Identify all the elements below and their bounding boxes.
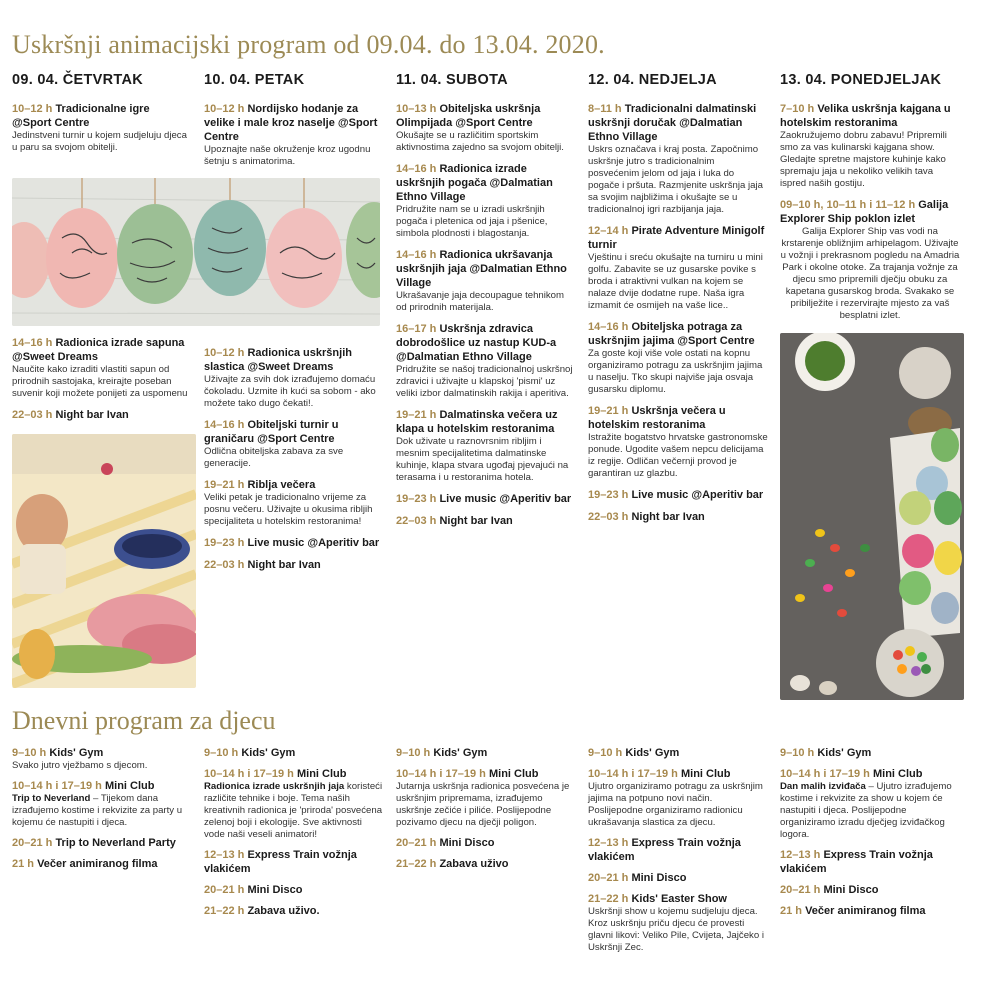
event-item (780, 102, 960, 190)
event-desc: Pridružite nam se u izradi uskršnjih pogača i pletenica od jaja i pšenice, simbola plodnosti i blagostanja. (396, 204, 548, 239)
kids-title: Kids' Gym (433, 747, 488, 759)
event-title: Velika uskršnja kajgana u hotelskim restoranima (780, 103, 951, 129)
kids-item (396, 767, 576, 829)
kids-title: Kids' Gym (625, 747, 680, 759)
kids-time: 9–10 h (780, 747, 815, 759)
event-time: 09–10 h, 10–11 h i 11–12 h (780, 199, 916, 211)
event-title: Radionica ukršavanja uskršnjih jaja @Dalmatian Ethno Village (396, 249, 567, 289)
kids-time: 9–10 h (396, 747, 431, 759)
event-time: 8–11 h (588, 103, 622, 115)
event-time: 14–16 h (396, 249, 437, 261)
kids-time: 12–13 h (588, 837, 629, 849)
page-title: Uskršnji animacijski program od 09.04. do 13.04. 2020. (12, 30, 605, 59)
event-title: Night bar Ivan (631, 511, 705, 523)
event-desc: Naučite kako izraditi vlastiti sapun od prirodnih sastojaka, kreirajte poseban suvenir koji možete ponijeti za uspomenu (12, 364, 188, 399)
kids-column-1 (12, 746, 192, 878)
event-title: Obiteljska uskršnja Olimpijada @Sport Centre (396, 103, 541, 129)
kids-title: Mini Disco (631, 872, 687, 884)
kids-time: 10–14 h i 17–19 h (204, 768, 294, 780)
event-title: Radionica uskršnjih slastica @Sweet Dreams (204, 347, 352, 373)
event-item (396, 408, 576, 484)
event-time: 19–23 h (396, 493, 437, 505)
event-title: Night bar Ivan (439, 515, 513, 527)
kids-column-4 (588, 746, 768, 961)
kids-lead: Dan malih izviđača (780, 781, 866, 792)
kids-item (588, 767, 768, 829)
kids-title: Mini Club (680, 768, 731, 780)
kids-item (588, 836, 768, 864)
kids-time: 10–14 h i 17–19 h (780, 768, 870, 780)
kids-title: Večer animiranog filma (805, 905, 926, 917)
event-time: 14–16 h (204, 419, 245, 431)
day-heading: 09. 04. ČETVRTAK (12, 72, 144, 88)
event-title: Tradicionalne igre @Sport Centre (12, 103, 150, 129)
event-desc: Okušajte se u različitim sportskim aktivnostima zajedno sa svojom obitelji. (396, 130, 564, 153)
event-title: Tradicionalni dalmatinski uskršnji doručak @Dalmatian Ethno Village (588, 103, 757, 143)
event-title: Uskršnja večera u hotelskim restoranima (588, 405, 726, 431)
day-column-thursday-cont (12, 336, 192, 430)
event-title: Obiteljski turnir u graničaru @Sport Centre (204, 419, 339, 445)
event-time: 10–12 h (204, 103, 245, 115)
event-item (204, 478, 384, 528)
kids-desc: koristeći različite tehnike i boje. Tema naših kreativnih radionica je 'priroda' posvećena zelenoj boji i ekologije. Sve aktivnosti vode naši veseli animatori! (204, 781, 383, 840)
event-time: 22–03 h (12, 409, 53, 421)
event-time: 16–17 h (396, 323, 437, 335)
kids-time: 21–22 h (588, 893, 629, 905)
event-item (204, 536, 384, 550)
kids-title: Mini Club (488, 768, 539, 780)
kids-time: 21 h (12, 858, 35, 870)
event-time: 7–10 h (780, 103, 815, 115)
kids-title: Mini Club (872, 768, 923, 780)
event-title: Radionica izrade uskršnjih pogača @Dalmatian Ethno Village (396, 163, 553, 203)
event-time: 10–12 h (204, 347, 245, 359)
event-time: 19–21 h (588, 405, 629, 417)
kids-title: Mini Disco (823, 884, 879, 896)
kids-title: Trip to Neverland Party (55, 837, 176, 849)
kids-title: Zabava uživo. (247, 905, 320, 917)
event-time: 19–23 h (204, 537, 245, 549)
event-time: 19–21 h (396, 409, 437, 421)
kids-title: Mini Club (104, 780, 155, 792)
kids-time: 20–21 h (588, 872, 629, 884)
event-desc: Dok uživate u raznovrsnim ribljim i mesnim specijalitetima dalmatinske kuhinje, klapa stvara ugođaj pjevajući na terasama i u restoranima hotela. (396, 436, 569, 483)
kids-time: 20–21 h (780, 884, 821, 896)
kids-item (780, 746, 960, 760)
kids-desc: Ujutro organiziramo potragu za uskršnjim jajima na potpuno novi način. Poslijepodne organiziramo radionicu ukrašavanja slastica za djecu. (588, 781, 763, 828)
day-heading: 13. 04. PONEDJELJAK (780, 72, 942, 88)
event-item (396, 248, 576, 314)
kids-time: 21–22 h (396, 858, 437, 870)
event-title: Dalmatinska večera uz klapa u hotelskim restoranima (396, 409, 558, 435)
event-item (396, 492, 576, 506)
event-desc: Upoznajte naše okruženje kroz ugodnu šetnju s animatorima. (204, 144, 371, 167)
kids-item (12, 746, 192, 772)
day-heading: 11. 04. SUBOTA (396, 72, 508, 88)
event-item (204, 102, 384, 168)
kids-item (204, 746, 384, 760)
kids-item (12, 779, 192, 829)
event-item (780, 198, 960, 322)
kids-time: 21 h (780, 905, 803, 917)
event-title: Pirate Adventure Minigolf turnir (588, 225, 765, 251)
day-column-saturday (396, 72, 576, 536)
event-item (204, 558, 384, 572)
event-title: Uskršnja zdravica dobrodošlice uz nastup KUD-a @Dalmatian Ethno Village (396, 323, 557, 363)
event-desc: Za goste koji više vole ostati na kopnu organiziramo potragu za uskršnjim jajima u naselju. Tko skupi najviše jaja osvaja gusarsku diplomu. (588, 348, 763, 395)
day-column-friday (204, 72, 384, 176)
event-item (396, 102, 576, 154)
kids-title: Večer animiranog filma (37, 858, 158, 870)
event-desc: Veliki petak je tradicionalno vrijeme za posnu večeru. Uživajte u okusima ribljih specijaliteta u hotelskim restoranima! (204, 492, 373, 527)
event-item (588, 488, 768, 502)
kids-column-5 (780, 746, 960, 925)
event-desc: Zaokružujemo dobru zabavu! Pripremili smo za vas kulinarski kajgana show. Gledajte spretne majstore kuhinje kako spremaju jaja u nekoliko velikih tava ispred naših gostiju. (780, 130, 947, 189)
event-title: Live music @Aperitiv bar (631, 489, 764, 501)
kids-title: Kids' Gym (817, 747, 872, 759)
kids-column-3 (396, 746, 576, 878)
event-time: 14–16 h (396, 163, 437, 175)
easter-eggs-tray-photo (780, 333, 964, 700)
kids-lead: Trip to Neverland (12, 793, 91, 804)
event-title: Live music @Aperitiv bar (247, 537, 380, 549)
event-time: 14–16 h (588, 321, 629, 333)
event-item (588, 224, 768, 312)
event-title: Riblja večera (247, 479, 316, 491)
event-item (588, 102, 768, 216)
kids-desc: – Tijekom dana izrađujemo kostime i rekvizite za party u kojemu će nastupiti i djeca. (12, 793, 183, 828)
kids-item (396, 836, 576, 850)
day-column-sunday (588, 72, 768, 532)
event-title: Live music @Aperitiv bar (439, 493, 572, 505)
kids-title: Mini Disco (439, 837, 495, 849)
kids-time: 10–14 h i 17–19 h (12, 780, 102, 792)
event-item (588, 510, 768, 524)
event-title: Obiteljska potraga za uskršnjim jajima @Sport Centre (588, 321, 755, 347)
event-time: 12–14 h (588, 225, 629, 237)
event-item (12, 408, 192, 422)
event-title: Radionica izrade sapuna @Sweet Dreams (12, 337, 185, 363)
kids-time: 20–21 h (12, 837, 53, 849)
kids-title: Kids' Gym (241, 747, 296, 759)
event-desc: Pridružite se našoj tradicionalnoj uskršnoj zdravici i uživajte u klapskoj 'pismi' uz veliki izbor dalmatinskih rakija i aperitiva. (396, 364, 573, 399)
day-heading: 12. 04. NEDJELJA (588, 72, 717, 88)
kids-desc: Jutarnja uskršnja radionica posvećena je uskršnjim pripremama, izrađujemo uskršnje zečiće i piliće. Poslijepodne pozivamo djecu na dječji poligon. (396, 781, 570, 828)
kids-lead: Radionica izrade uskršnjih jaja (204, 781, 345, 792)
kids-item (12, 857, 192, 871)
kids-time: 9–10 h (204, 747, 239, 759)
kids-time: 12–13 h (780, 849, 821, 861)
kids-item (780, 848, 960, 876)
day-column-thursday (12, 72, 192, 162)
kids-item (204, 848, 384, 876)
event-time: 14–16 h (12, 337, 53, 349)
easter-table-photo (12, 434, 196, 688)
kids-time: 20–21 h (204, 884, 245, 896)
kids-column-2 (204, 746, 384, 925)
event-desc: Galija Explorer Ship vas vodi na krstarenje obližnjim arhipelagom. Uživajte u vožnji i prekrasnom pogledu na Amadria Park i okolne otoke. Za trajanja vožnje za djecu smo pripremili dječju obuku za kapetana gusarskog broda. Svakako se pribilježite i rezervirajte mjesto za vaš besplatni izlet. (780, 226, 960, 321)
event-desc: Istražite bogatstvo hrvatske gastronomske ponude. Ugodite vašem nepcu delicijama iz regije. Odličan večernji provod je garantiran uz glazbu. (588, 432, 768, 479)
kids-title: Express Train vožnja vlakićem (780, 849, 933, 875)
event-item (396, 322, 576, 400)
kids-item (780, 767, 960, 841)
kids-title: Express Train vožnja vlakićem (588, 837, 741, 863)
event-item (396, 514, 576, 528)
event-item (204, 418, 384, 470)
day-column-friday-cont (204, 346, 384, 580)
event-title: Galija Explorer Ship poklon izlet (780, 199, 949, 225)
event-title: Nordijsko hodanje za velike i male kroz naselje @Sport Centre (204, 103, 378, 143)
event-desc: Odlična obiteljska zabava za sve generacije. (204, 446, 344, 469)
event-title: Night bar Ivan (55, 409, 129, 421)
kids-item (204, 767, 384, 841)
event-time: 19–21 h (204, 479, 245, 491)
kids-time: 10–14 h i 17–19 h (588, 768, 678, 780)
event-item (12, 102, 192, 154)
easter-eggs-photo (12, 178, 380, 326)
event-item (588, 320, 768, 396)
kids-desc: Uskršnji show u kojemu sudjeluju djeca. Kroz uskršnju priču djecu će provesti glavni likovi: Veliko Pile, Cvijeta, Jajčeko i Uskršnji Zec. (588, 906, 764, 953)
event-desc: Ukrašavanje jaja decoupague tehnikom od prirodnih materijala. (396, 290, 564, 313)
event-time: 22–03 h (588, 511, 629, 523)
kids-time: 10–14 h i 17–19 h (396, 768, 486, 780)
kids-time: 21–22 h (204, 905, 245, 917)
kids-title: Mini Club (296, 768, 347, 780)
kids-title: Kids' Gym (49, 747, 104, 759)
kids-item (204, 904, 384, 918)
day-column-monday (780, 72, 960, 330)
kids-item (588, 746, 768, 760)
kids-section-title: Dnevni program za djecu (12, 706, 276, 735)
event-time: 10–12 h (12, 103, 53, 115)
kids-time: 9–10 h (588, 747, 623, 759)
event-desc: Uskrs označava i kraj posta. Započnimo uskršnje jutro s tradicionalnim posvećenim jelom od jaja i luka do pogače i pršuta. Razmjenite uskršnja jaja sa svojim najbližima i okušajte se u tradicionalnoj igri razbijanja jaja. (588, 144, 763, 215)
event-desc: Uživajte za svih dok izrađujemo domaću čokoladu. Uzmite ih kući sa sobom - ako možete tako dugo čekati!. (204, 374, 376, 409)
kids-title: Mini Disco (247, 884, 303, 896)
kids-desc: Svako jutro vježbamo s djecom. (12, 760, 148, 771)
kids-item (780, 904, 960, 918)
event-title: Night bar Ivan (247, 559, 321, 571)
kids-item (204, 883, 384, 897)
event-item (588, 404, 768, 480)
event-item (204, 346, 384, 410)
kids-title: Zabava uživo (439, 858, 509, 870)
event-item (396, 162, 576, 240)
kids-time: 20–21 h (396, 837, 437, 849)
kids-title: Kids' Easter Show (631, 893, 727, 905)
event-time: 19–23 h (588, 489, 629, 501)
event-time: 10–13 h (396, 103, 437, 115)
event-time: 22–03 h (204, 559, 245, 571)
day-heading: 10. 04. PETAK (204, 72, 305, 88)
kids-time: 9–10 h (12, 747, 47, 759)
kids-desc: – Ujutro izrađujemo kostime i rekvizite za show u kojem će nastupiti i djeca. Poslijepodne organiziramo izradu dječjeg izviđačkog logora. (780, 781, 952, 840)
kids-item (396, 746, 576, 760)
kids-time: 12–13 h (204, 849, 245, 861)
kids-item (780, 883, 960, 897)
event-desc: Jedinstveni turnir u kojem sudjeluju djeca u paru sa svojom obitelji. (12, 130, 187, 153)
kids-item (12, 836, 192, 850)
event-desc: Vještinu i sreću okušajte na turniru u mini golfu. Zabavite se uz gusarske povike s broda i atraktivni vulkan na kojem se nalaze dvije dodatne rupe. Naša igra izmamit će osmijeh na vaše lice.. (588, 252, 763, 311)
event-item (12, 336, 192, 400)
kids-title: Express Train vožnja vlakićem (204, 849, 357, 875)
kids-item (588, 871, 768, 885)
kids-item (396, 857, 576, 871)
event-time: 22–03 h (396, 515, 437, 527)
kids-item (588, 892, 768, 954)
